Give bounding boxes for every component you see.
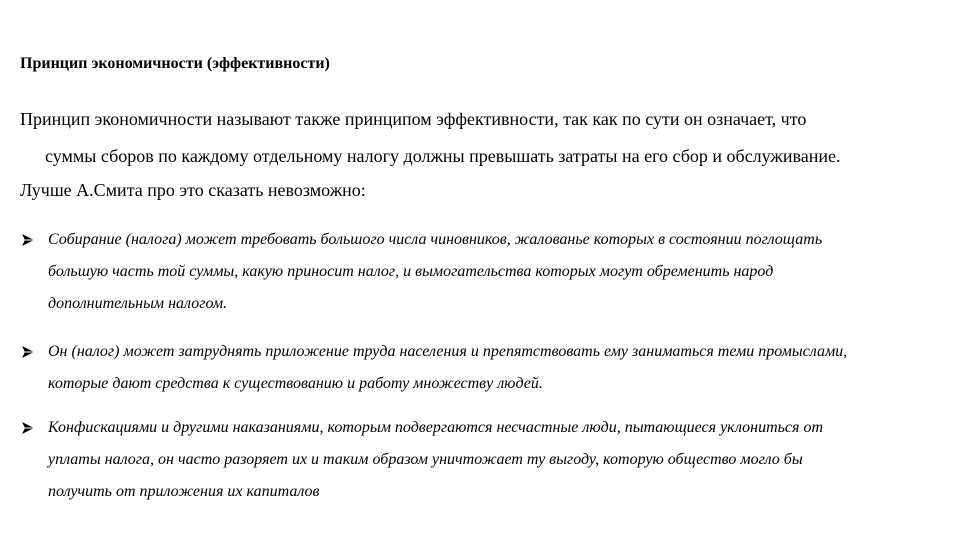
lead-text: Лучше А.Смита про это сказать невозможно:: [20, 180, 366, 200]
intro-paragraph: [20, 101, 945, 175]
bullet-line: уплаты налога, он часто разоряет их и таким образом уничтожает ту выгоду, которую общество могло бы: [48, 451, 803, 468]
bullet-line: большую часть той суммы, какую приносит налог, и вымогательства которых могут обременить народ: [48, 263, 774, 280]
bullet-item: [20, 412, 955, 508]
bullet-line: дополнительным налогом.: [48, 295, 228, 312]
intro-line-1: Принцип экономичности называют также принципом эффективности, так как по сути он означает, что: [20, 109, 807, 129]
bullet-line: Конфискациями и другими наказаниями, которым подвергаются несчастные люди, пытающиеся уклониться от: [48, 419, 824, 436]
bullet-item: [20, 336, 955, 400]
bullet-line: Он (налог) может затруднять приложение труда населения и препятствовать ему заниматься теми промыслами,: [48, 343, 848, 360]
bullet-list: [20, 224, 955, 508]
bullet-line: получить от приложения их капиталов: [48, 483, 320, 500]
arrow-bullet-icon: [20, 344, 36, 360]
arrow-bullet-icon: [20, 232, 36, 248]
arrow-bullet-icon: [20, 420, 36, 436]
bullet-line: которые дают средства к существованию и работу множеству людей.: [48, 375, 543, 392]
bullet-item: [20, 224, 955, 320]
bullet-line: Собирание (налога) может требовать большого числа чиновников, жалованье которых в состоянии поглощать: [48, 231, 823, 248]
slide-title: Принцип экономичности (эффективности): [20, 55, 330, 72]
intro-line-2: суммы сборов по каждому отдельному налогу должны превышать затраты на его сбор и обслуживание.: [45, 146, 841, 166]
